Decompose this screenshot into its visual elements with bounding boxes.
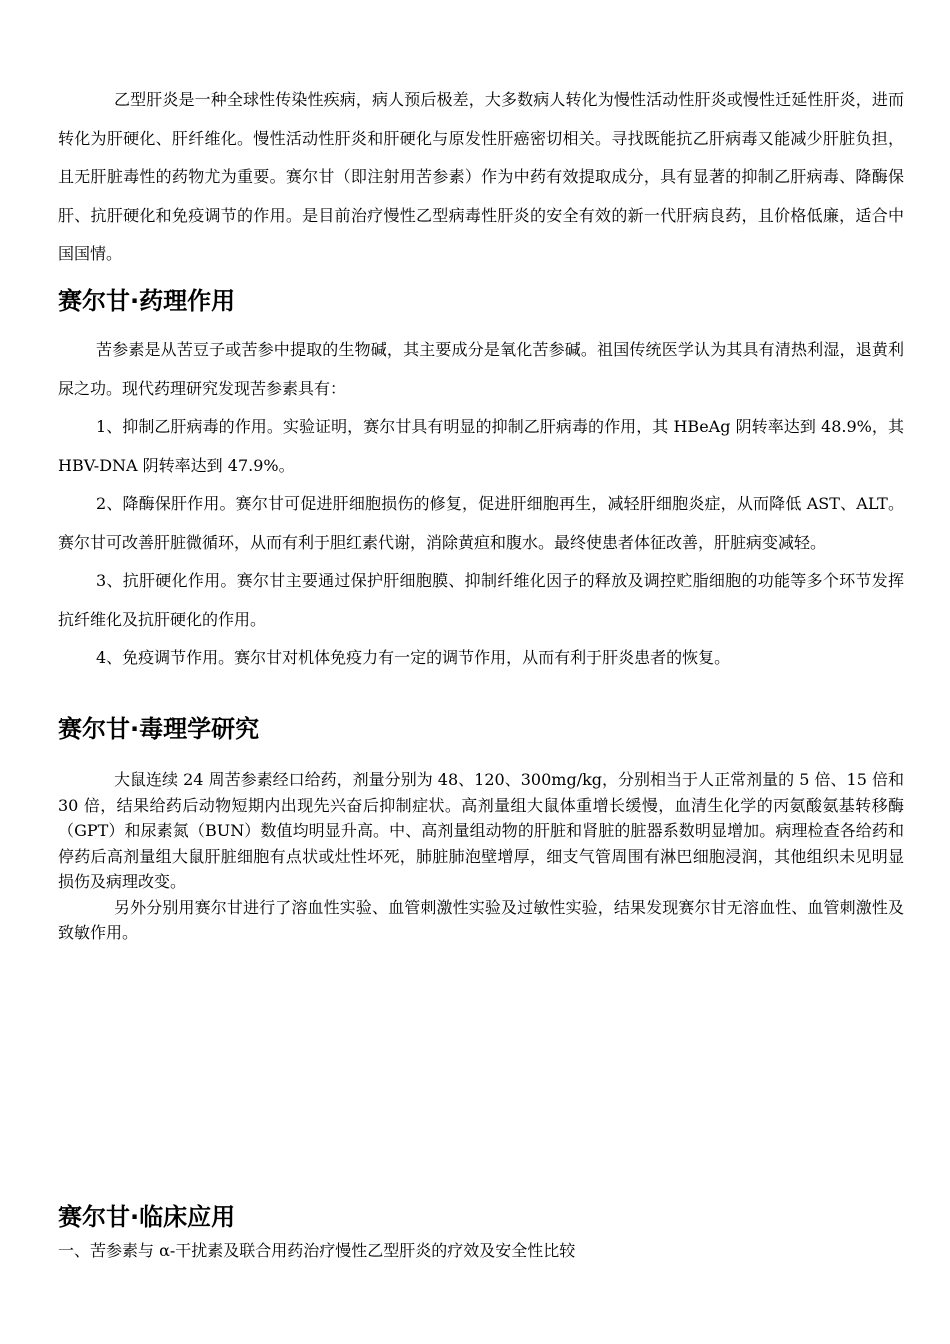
intro-paragraph: 乙型肝炎是一种全球性传染性疾病，病人预后极差，大多数病人转化为慢性活动性肝炎或慢性迁延性肝炎，进而转化为肝硬化、肝纤维化。慢性活动性肝炎和肝硬化与原发性肝癌密切相关。寻找既能抗乙肝病毒又能减少肝脏负担，且无肝脏毒性的药物尤为重要。赛尔甘（即注射用苦参素）作为中药有效提取成分，具有显著的抑制乙肝病毒、降酶保肝、抗肝硬化和免疫调节的作用。是目前治疗慢性乙型病毒性肝炎的安全有效的新一代肝病良药，且价格低廉，适合中国国情。: [58, 90, 904, 263]
pharmacology-section: [58, 331, 904, 678]
intro-section: [58, 81, 904, 274]
toxicology-section: [58, 767, 904, 946]
pharmacology-heading: 赛尔甘·药理作用: [58, 287, 236, 315]
clinical-heading: 赛尔甘·临床应用: [58, 1203, 236, 1231]
pharmacology-item-2: 2、降酶保肝作用。赛尔甘可促进肝细胞损伤的修复，促进肝细胞再生，减轻肝细胞炎症，从而降低 AST、ALT。赛尔甘可改善肝脏微循环，从而有利于胆红素代谢，消除黄疸和腹水。最终使患者体征改善，肝脏病变减轻。: [58, 494, 904, 552]
clinical-subheading: 一、苦参素与 α-干扰素及联合用药治疗慢性乙型肝炎的疗效及安全性比较: [58, 1241, 576, 1260]
toxicology-paragraph-2: 另外分别用赛尔甘进行了溶血性实验、血管刺激性实验及过敏性实验，结果发现赛尔甘无溶血性、血管刺激性及致敏作用。: [58, 897, 904, 942]
pharmacology-intro-paragraph: 苦参素是从苦豆子或苦参中提取的生物碱，其主要成分是氧化苦参碱。祖国传统医学认为其具有清热利湿，退黄利尿之功。现代药理研究发现苦参素具有：: [58, 340, 904, 398]
toxicology-heading: 赛尔甘·毒理学研究: [58, 715, 260, 743]
pharmacology-item-3: 3、抗肝硬化作用。赛尔甘主要通过保护肝细胞膜、抑制纤维化因子的释放及调控贮脂细胞的功能等多个环节发挥抗纤维化及抗肝硬化的作用。: [58, 571, 904, 629]
pharmacology-item-4: 4、免疫调节作用。赛尔甘对机体免疫力有一定的调节作用，从而有利于肝炎患者的恢复。: [96, 648, 731, 667]
clinical-section: [58, 1238, 904, 1264]
toxicology-paragraph-1: 大鼠连续 24 周苦参素经口给药，剂量分别为 48、120、300mg/kg，分别相当于人正常剂量的 5 倍、15 倍和 30 倍，结果给药后动物短期内出现先兴奋后抑制症状。高剂量组大鼠体重增长缓慢，血清生化学的丙氨酸氨基转移酶（GPT）和尿素氮（BUN）数值均明显升高。中、高剂量组动物的肝脏和肾脏的脏器系数明显增加。病理检查各给药和停药后高剂量组大鼠肝脏细胞有点状或灶性坏死，肺脏肺泡壁增厚，细支气管周围有淋巴细胞浸润，其他组织未见明显损伤及病理改变。: [58, 770, 904, 891]
pharmacology-item-1: 1、抑制乙肝病毒的作用。实验证明，赛尔甘具有明显的抑制乙肝病毒的作用，其 HBeAg 阴转率达到 48.9%，其 HBV-DNA 阴转率达到 47.9%。: [58, 417, 904, 475]
